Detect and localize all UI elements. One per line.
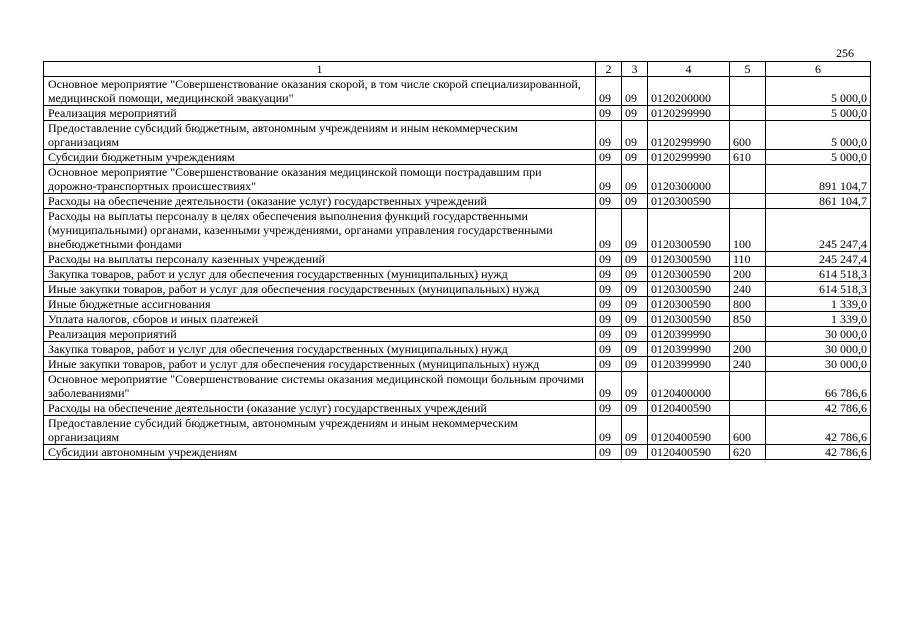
row-subsection: 09: [622, 106, 648, 121]
row-amount: 30 000,0: [766, 342, 871, 357]
row-section: 09: [596, 194, 622, 209]
row-description: Иные закупки товаров, работ и услуг для обеспечения государственных (муниципальных) нужд: [44, 282, 596, 297]
column-header: 6: [766, 62, 871, 77]
row-expense-type: 200: [730, 342, 766, 357]
row-target-article: 0120300590: [648, 297, 730, 312]
row-description: Иные закупки товаров, работ и услуг для обеспечения государственных (муниципальных) нужд: [44, 357, 596, 372]
row-amount: 891 104,7: [766, 165, 871, 194]
row-subsection: 09: [622, 312, 648, 327]
row-amount: 245 247,4: [766, 209, 871, 252]
row-description: Субсидии бюджетным учреждениям: [44, 150, 596, 165]
row-section: 09: [596, 297, 622, 312]
row-subsection: 09: [622, 252, 648, 267]
row-description: Расходы на обеспечение деятельности (оказание услуг) государственных учреждений: [44, 401, 596, 416]
row-expense-type: 620: [730, 445, 766, 460]
row-subsection: 09: [622, 121, 648, 150]
row-target-article: 0120299990: [648, 106, 730, 121]
table-row: [44, 327, 871, 342]
table-row: [44, 165, 871, 194]
row-description: Расходы на выплаты персоналу казенных учреждений: [44, 252, 596, 267]
row-expense-type: 110: [730, 252, 766, 267]
table-row: [44, 342, 871, 357]
table-row: [44, 267, 871, 282]
column-header: 1: [44, 62, 596, 77]
row-subsection: 09: [622, 282, 648, 297]
row-amount: 861 104,7: [766, 194, 871, 209]
row-amount: 245 247,4: [766, 252, 871, 267]
row-expense-type: [730, 194, 766, 209]
row-description: Расходы на обеспечение деятельности (оказание услуг) государственных учреждений: [44, 194, 596, 209]
row-description: Иные бюджетные ассигнования: [44, 297, 596, 312]
row-section: 09: [596, 106, 622, 121]
table-body: [44, 77, 871, 460]
row-expense-type: 600: [730, 121, 766, 150]
row-description: Закупка товаров, работ и услуг для обеспечения государственных (муниципальных) нужд: [44, 342, 596, 357]
row-amount: 1 339,0: [766, 297, 871, 312]
row-section: 09: [596, 252, 622, 267]
row-amount: 30 000,0: [766, 327, 871, 342]
row-description: Реализация мероприятий: [44, 106, 596, 121]
row-amount: 5 000,0: [766, 77, 871, 106]
row-target-article: 0120400590: [648, 416, 730, 445]
row-expense-type: [730, 77, 766, 106]
row-target-article: 0120399990: [648, 327, 730, 342]
row-expense-type: [730, 165, 766, 194]
row-target-article: 0120400590: [648, 445, 730, 460]
row-subsection: 09: [622, 209, 648, 252]
row-expense-type: 610: [730, 150, 766, 165]
row-section: 09: [596, 150, 622, 165]
row-section: 09: [596, 77, 622, 106]
row-description: Основное мероприятие "Совершенствование оказания скорой, в том числе скорой специализированной, медицинской помощи, медицинской эвакуации": [44, 77, 596, 106]
row-subsection: 09: [622, 445, 648, 460]
row-subsection: 09: [622, 357, 648, 372]
row-section: 09: [596, 401, 622, 416]
row-target-article: 0120200000: [648, 77, 730, 106]
table-row: [44, 282, 871, 297]
row-amount: 1 339,0: [766, 312, 871, 327]
row-target-article: 0120399990: [648, 342, 730, 357]
row-amount: 614 518,3: [766, 267, 871, 282]
table-row: [44, 416, 871, 445]
row-amount: 66 786,6: [766, 372, 871, 401]
table-row: [44, 445, 871, 460]
row-target-article: 0120399990: [648, 357, 730, 372]
row-subsection: 09: [622, 150, 648, 165]
row-amount: 42 786,6: [766, 445, 871, 460]
row-section: 09: [596, 357, 622, 372]
row-expense-type: [730, 106, 766, 121]
row-section: 09: [596, 165, 622, 194]
row-subsection: 09: [622, 194, 648, 209]
row-subsection: 09: [622, 416, 648, 445]
row-target-article: 0120300590: [648, 252, 730, 267]
row-amount: 42 786,6: [766, 401, 871, 416]
column-header: 5: [730, 62, 766, 77]
row-subsection: 09: [622, 165, 648, 194]
row-section: 09: [596, 282, 622, 297]
row-subsection: 09: [622, 372, 648, 401]
row-amount: 30 000,0: [766, 357, 871, 372]
table-row: [44, 297, 871, 312]
row-amount: 42 786,6: [766, 416, 871, 445]
row-description: Предоставление субсидий бюджетным, автономным учреждениям и иным некоммерческим организациям: [44, 416, 596, 445]
row-section: 09: [596, 342, 622, 357]
row-target-article: 0120400590: [648, 401, 730, 416]
row-section: 09: [596, 372, 622, 401]
row-description: Уплата налогов, сборов и иных платежей: [44, 312, 596, 327]
table-row: [44, 209, 871, 252]
row-subsection: 09: [622, 267, 648, 282]
row-target-article: 0120300590: [648, 312, 730, 327]
row-target-article: 0120299990: [648, 121, 730, 150]
row-section: 09: [596, 416, 622, 445]
row-expense-type: 240: [730, 282, 766, 297]
budget-table: [43, 61, 871, 460]
row-expense-type: 100: [730, 209, 766, 252]
row-expense-type: 850: [730, 312, 766, 327]
row-description: Расходы на выплаты персоналу в целях обеспечения выполнения функций государственными (муниципальными) органами, казенными учреждениями, органами управления государственными внебюджетными фондами: [44, 209, 596, 252]
row-subsection: 09: [622, 401, 648, 416]
row-section: 09: [596, 209, 622, 252]
table-row: [44, 312, 871, 327]
row-section: 09: [596, 327, 622, 342]
row-target-article: 0120300590: [648, 209, 730, 252]
row-section: 09: [596, 267, 622, 282]
row-description: Закупка товаров, работ и услуг для обеспечения государственных (муниципальных) нужд: [44, 267, 596, 282]
row-description: Основное мероприятие "Совершенствование оказания медицинской помощи пострадавшим при дорожно-транспортных происшествиях": [44, 165, 596, 194]
row-description: Основное мероприятие "Совершенствование системы оказания медицинской помощи больным прочими заболеваниями": [44, 372, 596, 401]
table-row: [44, 77, 871, 106]
row-description: Субсидии автономным учреждениям: [44, 445, 596, 460]
table-row: [44, 372, 871, 401]
row-target-article: 0120300590: [648, 267, 730, 282]
row-expense-type: 600: [730, 416, 766, 445]
row-expense-type: 800: [730, 297, 766, 312]
row-amount: 5 000,0: [766, 150, 871, 165]
row-target-article: 0120400000: [648, 372, 730, 401]
row-target-article: 0120299990: [648, 150, 730, 165]
column-header: 3: [622, 62, 648, 77]
column-header: 4: [648, 62, 730, 77]
row-expense-type: [730, 327, 766, 342]
table-row: [44, 150, 871, 165]
row-description: Реализация мероприятий: [44, 327, 596, 342]
row-subsection: 09: [622, 342, 648, 357]
row-section: 09: [596, 312, 622, 327]
row-expense-type: 200: [730, 267, 766, 282]
row-amount: 614 518,3: [766, 282, 871, 297]
row-target-article: 0120300590: [648, 194, 730, 209]
row-expense-type: 240: [730, 357, 766, 372]
table-row: [44, 194, 871, 209]
row-amount: 5 000,0: [766, 121, 871, 150]
table-row: [44, 357, 871, 372]
row-description: Предоставление субсидий бюджетным, автономным учреждениям и иным некоммерческим организациям: [44, 121, 596, 150]
row-target-article: 0120300000: [648, 165, 730, 194]
row-subsection: 09: [622, 327, 648, 342]
page-number: 256: [836, 46, 854, 60]
row-expense-type: [730, 372, 766, 401]
row-subsection: 09: [622, 77, 648, 106]
table-row: [44, 252, 871, 267]
row-subsection: 09: [622, 297, 648, 312]
column-header: 2: [596, 62, 622, 77]
row-amount: 5 000,0: [766, 106, 871, 121]
row-section: 09: [596, 445, 622, 460]
row-expense-type: [730, 401, 766, 416]
table-row: [44, 121, 871, 150]
table-row: [44, 106, 871, 121]
row-section: 09: [596, 121, 622, 150]
table-header-row: [44, 62, 871, 77]
table-row: [44, 401, 871, 416]
row-target-article: 0120300590: [648, 282, 730, 297]
